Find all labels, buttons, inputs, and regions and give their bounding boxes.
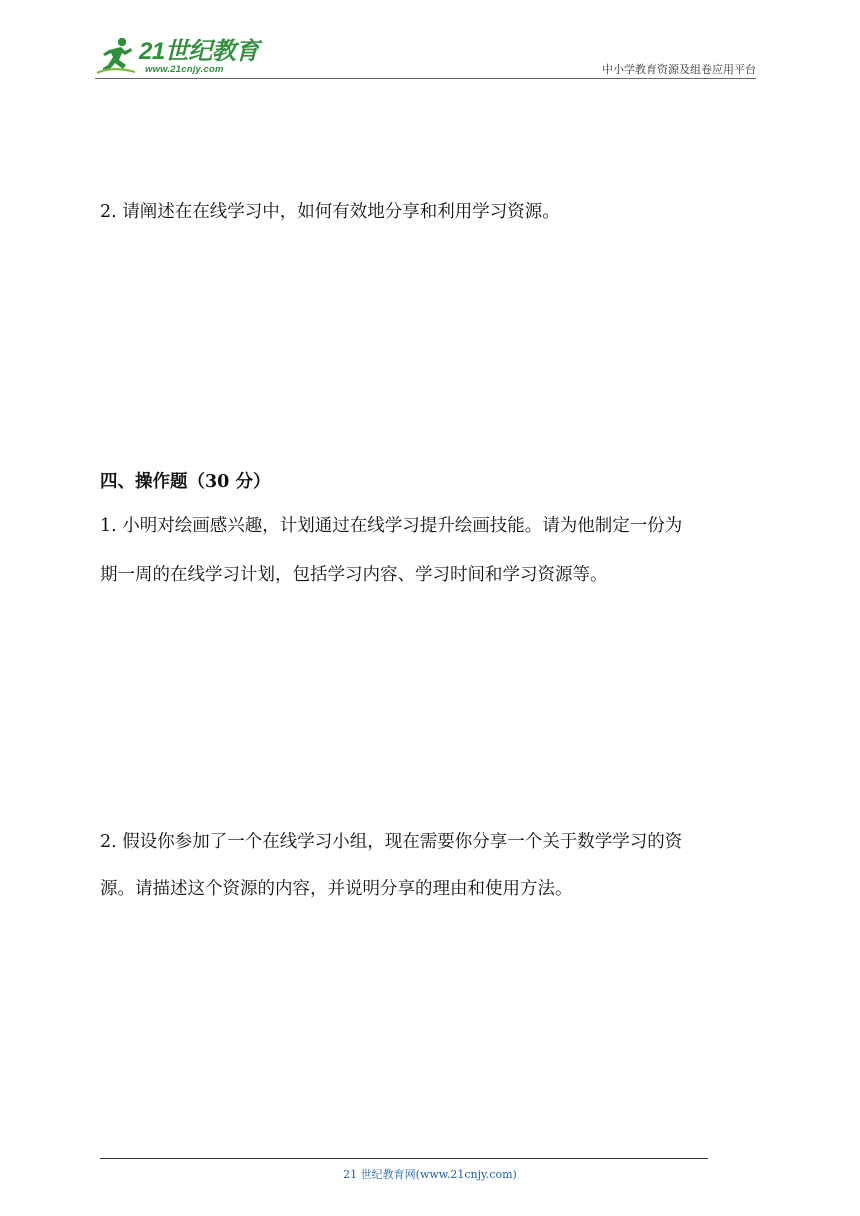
- header-divider: [95, 78, 756, 79]
- operation-question-1-line-1: 1. 小明对绘画感兴趣，计划通过在线学习提升绘画技能。请为他制定一份为: [100, 516, 683, 536]
- platform-name: 中小学教育资源及组卷应用平台: [602, 63, 756, 76]
- operation-question-1-line-2: 期一周的在线学习计划，包括学习内容、学习时间和学习资源等。: [100, 565, 608, 585]
- section-title-operation: 四、操作题（30 分）: [100, 472, 271, 492]
- operation-question-2-line-1: 2. 假设你参加了一个在线学习小组，现在需要你分享一个关于数学学习的资: [100, 832, 683, 852]
- runner-logo-icon: [95, 36, 139, 76]
- footer-link[interactable]: 21 世纪教育网(www.21cnjy.com): [343, 1168, 517, 1181]
- footer-divider: [100, 1158, 708, 1159]
- site-logo[interactable]: [95, 36, 265, 78]
- logo-brand-text: 21世纪教育: [139, 38, 259, 65]
- essay-question-2: 2. 请阐述在在线学习中，如何有效地分享和利用学习资源。: [100, 202, 560, 222]
- logo-url-text: www.21cnjy.com: [145, 64, 224, 75]
- page-header: [95, 36, 756, 78]
- operation-question-2-line-2: 源。请描述这个资源的内容，并说明分享的理由和使用方法。: [100, 879, 573, 899]
